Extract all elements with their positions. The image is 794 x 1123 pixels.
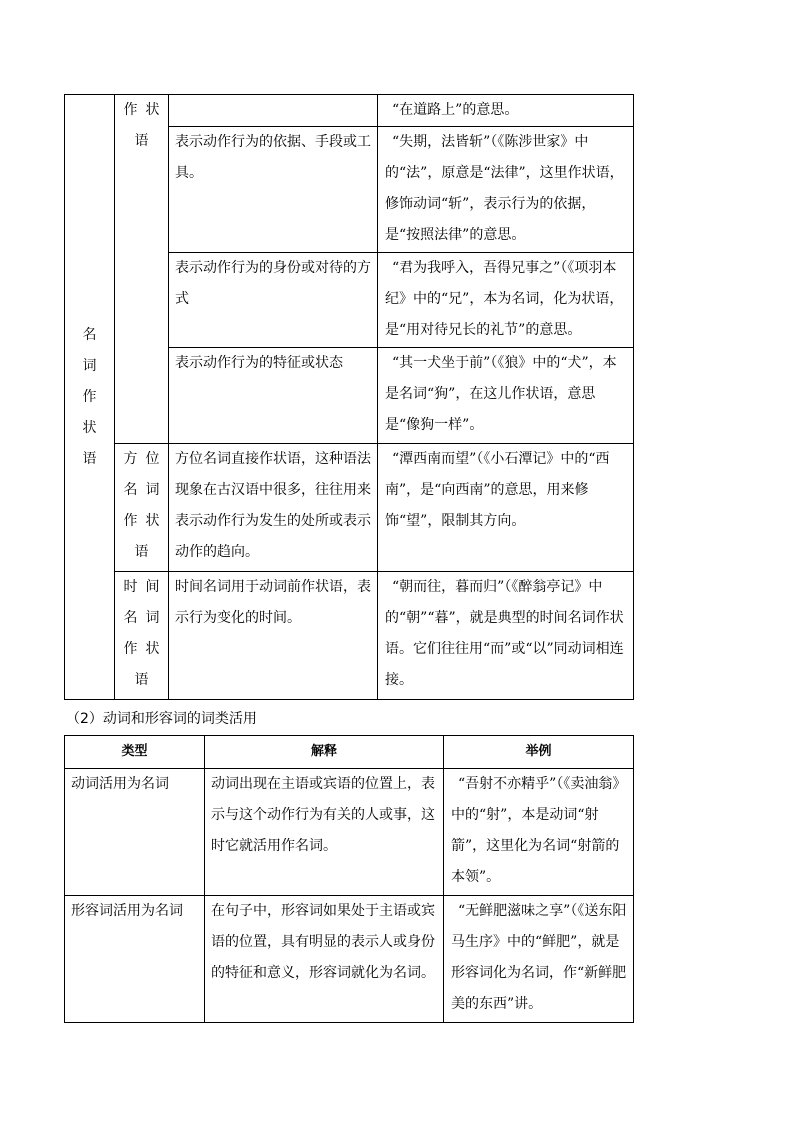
example-cell: “其一犬坐于前”（《狼》中的“犬”，本是名词“狗”，在这儿作状语，意思是“像狗一样”。 [378, 348, 634, 444]
explanation-cell: 表示动作行为的身份或对待的方式 [169, 253, 378, 348]
table-row [65, 769, 634, 896]
explanation-cell: 方位名词直接作状语，这种语法现象在古汉语中很多，往往用来表示动作行为发生的处所或表示动作的趋向。 [169, 444, 378, 572]
subcategory-label: 时间名词作状语 [123, 579, 168, 688]
example-cell: “在道路上”的意思。 [378, 95, 634, 127]
subcategory-cell [115, 572, 169, 700]
column-header: 解释 [205, 736, 444, 769]
noun-adverbial-table [64, 94, 634, 700]
example-cell: “失期，法皆斩”（《陈涉世家》中的“法”，原意是“法律”，这里作状语，修饰动词“斩”，表示行为的依据，是“按照法律”的意思。 [378, 127, 634, 253]
table-row [65, 444, 634, 572]
table-header-row [65, 736, 634, 769]
type-cell: 动词活用为名词 [65, 769, 205, 896]
subcategory-cell [115, 444, 169, 572]
explanation-cell: 在句子中，形容词如果处于主语或宾语的位置，具有明显的表示人或身份的特征和意义，形容词就化为名词。 [205, 896, 444, 1023]
type-cell: 形容词活用为名词 [65, 896, 205, 1023]
explanation-cell: 表示动作行为的特征或状态 [169, 348, 378, 444]
column-header: 类型 [65, 736, 205, 769]
column-header: 举例 [444, 736, 634, 769]
subcategory-cell [115, 95, 169, 444]
example-cell: “无鲜肥滋味之享”（《送东阳马生序》中的“鲜肥”，就是形容词化为名词，作“新鲜肥美的东西”讲。 [444, 896, 634, 1023]
main-category-cell [65, 95, 115, 700]
section-caption: （2）动词和形容词的词类活用 [66, 711, 257, 727]
example-cell: “潭西南而望”（《小石潭记》中的“西南”，是“向西南”的意思，用来修饰“望”，限制其方向。 [378, 444, 634, 572]
example-cell: “朝而往，暮而归”（《醉翁亭记》中的“朝”“暮”，就是典型的时间名词作状语。它们往往用“而”或“以”同动词相连接。 [378, 572, 634, 700]
example-cell: “吾射不亦精乎”（《卖油翁》中的“射”，本是动词“射箭”，这里化为名词“射箭的本领”。 [444, 769, 634, 896]
subcategory-label: 方位名词作状语 [123, 451, 168, 560]
explanation-cell: 时间名词用于动词前作状语，表示行为变化的时间。 [169, 572, 378, 700]
explanation-cell [169, 95, 378, 127]
table-row [65, 896, 634, 1023]
main-category-label: 名词作状语 [82, 326, 105, 467]
table-row [65, 95, 634, 127]
example-cell: “君为我呼入，吾得兄事之”（《项羽本纪》中的“兄”，本为名词，化为状语，是“用对待兄长的礼节”的意思。 [378, 253, 634, 348]
verb-adjective-table [64, 735, 634, 1023]
table-row [65, 572, 634, 700]
explanation-cell: 表示动作行为的依据、手段或工具。 [169, 127, 378, 253]
subcategory-label: 作状语 [123, 102, 168, 149]
explanation-cell: 动词出现在主语或宾语的位置上，表示与这个动作行为有关的人或事，这时它就活用作名词。 [205, 769, 444, 896]
